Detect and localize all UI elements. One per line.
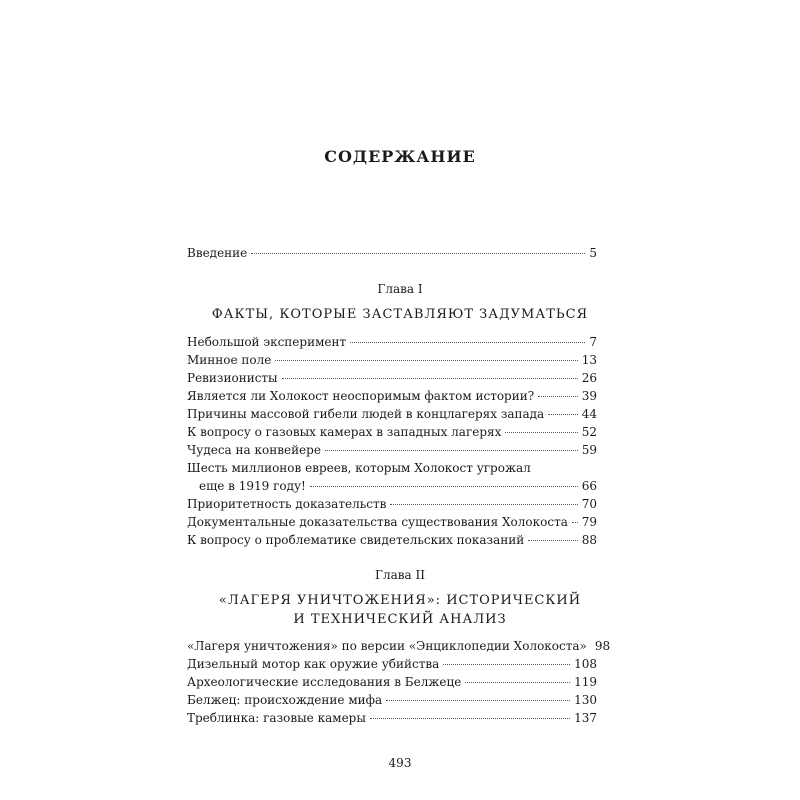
entry-title: К вопросу о проблематике свидетельских показаний — [187, 533, 525, 547]
dot-leader — [325, 449, 578, 451]
entry-title: Приоритетность доказательств — [187, 497, 387, 511]
entry-title: Причины массовой гибели людей в концлагерях запада — [187, 407, 545, 421]
entry-page-number: 70 — [581, 497, 597, 511]
entry-title: Небольшой эксперимент — [187, 335, 347, 349]
chapter-2-heading-line-2: И ТЕХНИЧЕСКИЙ АНАЛИЗ — [293, 612, 507, 627]
entry-page-number: 7 — [589, 335, 597, 349]
entry-page-number: 39 — [581, 389, 597, 403]
entry-title: Дизельный мотор как оружие убийства — [187, 657, 440, 671]
entry-page-number: 79 — [581, 515, 597, 529]
entry-title: Чудеса на конвейере — [187, 443, 321, 457]
entry-page-number: 5 — [589, 246, 597, 260]
entry-page-number: 66 — [581, 479, 597, 493]
entry-title: К вопросу о газовых камерах в западных лагерях — [187, 425, 502, 439]
dot-leader — [465, 681, 570, 683]
chapter-1-heading: ФАКТЫ, КОТОРЫЕ ЗАСТАВЛЯЮТ ЗАДУМАТЬСЯ — [211, 307, 589, 322]
toc-entry — [187, 495, 597, 513]
chapter-2-heading-line-1: «ЛАГЕРЯ УНИЧТОЖЕНИЯ»: ИСТОРИЧЕСКИЙ — [218, 593, 582, 608]
entry-title: Является ли Холокост неоспоримым фактом истории? — [187, 389, 535, 403]
toc-entry — [187, 655, 597, 673]
toc-entry — [187, 709, 597, 727]
entry-title-line-1: Шесть миллионов евреев, которым Холокост угрожал — [187, 461, 531, 475]
entry-title: Ревизионисты — [187, 371, 278, 385]
toc-entry — [187, 351, 597, 369]
dot-leader — [275, 359, 577, 361]
toc-entry — [187, 387, 597, 405]
entry-page-number: 137 — [574, 711, 597, 725]
dot-leader — [528, 539, 577, 541]
entry-page-number: 52 — [581, 425, 597, 439]
dot-leader — [538, 395, 578, 397]
dot-leader — [251, 252, 585, 254]
dot-leader — [443, 663, 570, 665]
chapter-1-label: Глава I — [377, 282, 423, 296]
toc-entry — [187, 673, 597, 691]
toc-entry — [187, 637, 611, 655]
toc-entry-introduction — [187, 244, 597, 262]
page-title: СОДЕРЖАНИЕ — [324, 147, 476, 166]
toc-entry — [187, 691, 597, 709]
entry-title: Археологические исследования в Белжеце — [187, 675, 462, 689]
dot-leader — [386, 699, 570, 701]
entry-title: Треблинка: газовые камеры — [187, 711, 366, 725]
entry-title: Документальные доказательства существования Холокоста — [187, 515, 568, 529]
entry-title: Белжец: происхождение мифа — [187, 693, 383, 707]
toc-entry — [187, 513, 597, 531]
entry-title-line-2: еще в 1919 году! — [199, 479, 306, 493]
page-number-footer: 493 — [388, 756, 412, 770]
entry-title: Введение — [187, 246, 248, 260]
dot-leader — [370, 717, 570, 719]
entry-page-number: 88 — [581, 533, 597, 547]
entry-page-number: 108 — [574, 657, 597, 671]
toc-entry — [187, 405, 597, 423]
entry-page-number: 98 — [594, 639, 611, 653]
dot-leader — [310, 485, 578, 487]
entry-page-number: 59 — [581, 443, 597, 457]
dot-leader — [282, 377, 578, 379]
entry-page-number: 44 — [581, 407, 597, 421]
toc-entry — [187, 423, 597, 441]
dot-leader — [505, 431, 577, 433]
toc-entry — [187, 531, 597, 549]
entry-page-number: 26 — [581, 371, 597, 385]
toc-entry — [187, 441, 597, 459]
toc-entry-two-line — [187, 459, 597, 495]
dot-leader — [350, 341, 585, 343]
entry-title: Минное поле — [187, 353, 272, 367]
dot-leader — [548, 413, 578, 415]
toc-entry — [187, 333, 597, 351]
chapter-2-label: Глава II — [375, 568, 425, 582]
toc-entry — [187, 369, 597, 387]
entry-page-number: 130 — [574, 693, 597, 707]
entry-title: «Лагеря уничтожения» по версии «Энциклопедии Холокоста» — [187, 639, 587, 653]
entry-page-number: 119 — [574, 675, 597, 689]
dot-leader — [572, 521, 578, 523]
entry-page-number: 13 — [581, 353, 597, 367]
dot-leader — [390, 503, 577, 505]
